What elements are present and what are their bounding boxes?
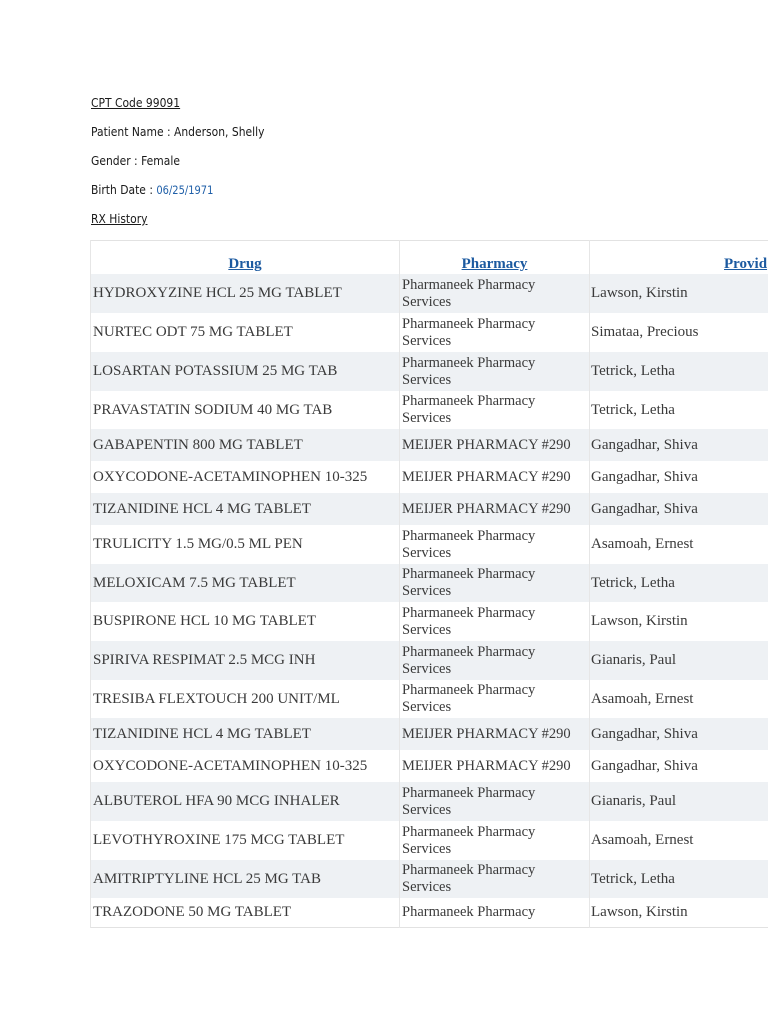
- drug-cell: AMITRIPTYLINE HCL 25 MG TAB: [91, 860, 400, 898]
- pharmacy-cell: Pharmaneek Pharmacy Services: [400, 564, 590, 602]
- drug-cell: TRESIBA FLEXTOUCH 200 UNIT/ML: [91, 680, 400, 718]
- provider-cell: Tetrick, Letha: [590, 564, 768, 602]
- cpt-code: CPT Code 99091: [91, 95, 181, 110]
- rx-table-body: [91, 274, 768, 927]
- provider-cell: Gangadhar, Shiva: [590, 493, 768, 525]
- table-row: [91, 860, 768, 898]
- drug-cell: TRAZODONE 50 MG TABLET: [91, 898, 400, 927]
- pharmacy-cell: Pharmaneek Pharmacy Services: [400, 525, 590, 564]
- drug-cell: TIZANIDINE HCL 4 MG TABLET: [91, 493, 400, 525]
- birth-date-value[interactable]: 06/25/1971: [156, 183, 214, 197]
- patient-header: [91, 93, 293, 238]
- table-row: [91, 461, 768, 493]
- patient-name: Patient Name : Anderson, Shelly: [91, 124, 265, 139]
- drug-cell: MELOXICAM 7.5 MG TABLET: [91, 564, 400, 602]
- provider-cell: Asamoah, Ernest: [590, 680, 768, 718]
- pharmacy-cell: Pharmaneek Pharmacy Services: [400, 782, 590, 821]
- table-row: [91, 313, 768, 352]
- table-row: [91, 525, 768, 564]
- table-row: [91, 493, 768, 525]
- pharmacy-cell: Pharmaneek Pharmacy: [400, 898, 590, 927]
- drug-cell: HYDROXYZINE HCL 25 MG TABLET: [91, 274, 400, 313]
- provider-cell: Gangadhar, Shiva: [590, 429, 768, 461]
- table-row: [91, 429, 768, 461]
- pharmacy-cell: MEIJER PHARMACY #290: [400, 493, 590, 525]
- provider-cell: Gangadhar, Shiva: [590, 461, 768, 493]
- provider-cell: Gangadhar, Shiva: [590, 750, 768, 782]
- provider-cell: Simataa, Precious: [590, 313, 768, 352]
- drug-cell: PRAVASTATIN SODIUM 40 MG TAB: [91, 391, 400, 429]
- drug-cell: TRULICITY 1.5 MG/0.5 ML PEN: [91, 525, 400, 564]
- table-row: [91, 641, 768, 680]
- table-row: [91, 782, 768, 821]
- table-row: [91, 391, 768, 429]
- table-row: [91, 352, 768, 391]
- provider-cell: Tetrick, Letha: [590, 860, 768, 898]
- column-header-drug[interactable]: Drug: [91, 241, 400, 275]
- table-row: [91, 564, 768, 602]
- drug-cell: ALBUTEROL HFA 90 MCG INHALER: [91, 782, 400, 821]
- pharmacy-cell: Pharmaneek Pharmacy Services: [400, 313, 590, 352]
- provider-cell: Gangadhar, Shiva: [590, 718, 768, 750]
- drug-cell: BUSPIRONE HCL 10 MG TABLET: [91, 602, 400, 641]
- drug-cell: NURTEC ODT 75 MG TABLET: [91, 313, 400, 352]
- drug-cell: OXYCODONE-ACETAMINOPHEN 10-325: [91, 461, 400, 493]
- drug-cell: OXYCODONE-ACETAMINOPHEN 10-325: [91, 750, 400, 782]
- pharmacy-cell: Pharmaneek Pharmacy Services: [400, 352, 590, 391]
- pharmacy-cell: Pharmaneek Pharmacy Services: [400, 641, 590, 680]
- provider-cell: Gianaris, Paul: [590, 641, 768, 680]
- gender: Gender : Female: [91, 153, 180, 168]
- pharmacy-cell: MEIJER PHARMACY #290: [400, 461, 590, 493]
- drug-cell: LOSARTAN POTASSIUM 25 MG TAB: [91, 352, 400, 391]
- birth-date: [91, 180, 264, 209]
- table-row: [91, 274, 768, 313]
- pharmacy-cell: MEIJER PHARMACY #290: [400, 429, 590, 461]
- drug-cell: GABAPENTIN 800 MG TABLET: [91, 429, 400, 461]
- pharmacy-cell: Pharmaneek Pharmacy Services: [400, 391, 590, 429]
- rx-history-table: [90, 240, 768, 928]
- provider-cell: Gianaris, Paul: [590, 782, 768, 821]
- provider-cell: Asamoah, Ernest: [590, 525, 768, 564]
- column-header-pharmacy[interactable]: Pharmacy: [400, 241, 590, 275]
- rx-history-heading: RX History: [91, 211, 148, 226]
- table-row: [91, 602, 768, 641]
- pharmacy-cell: MEIJER PHARMACY #290: [400, 718, 590, 750]
- table-row: [91, 898, 768, 927]
- table-row: [91, 718, 768, 750]
- pharmacy-cell: Pharmaneek Pharmacy Services: [400, 680, 590, 718]
- column-header-provider[interactable]: Provid: [590, 241, 768, 275]
- birth-date-label: Birth Date :: [91, 182, 157, 197]
- pharmacy-cell: Pharmaneek Pharmacy Services: [400, 860, 590, 898]
- table-row: [91, 821, 768, 860]
- drug-cell: LEVOTHYROXINE 175 MCG TABLET: [91, 821, 400, 860]
- table-header-row: [91, 241, 768, 275]
- pharmacy-cell: MEIJER PHARMACY #290: [400, 750, 590, 782]
- drug-cell: TIZANIDINE HCL 4 MG TABLET: [91, 718, 400, 750]
- pharmacy-cell: Pharmaneek Pharmacy Services: [400, 821, 590, 860]
- drug-cell: SPIRIVA RESPIMAT 2.5 MCG INH: [91, 641, 400, 680]
- provider-cell: Tetrick, Letha: [590, 391, 768, 429]
- table-row: [91, 750, 768, 782]
- provider-cell: Lawson, Kirstin: [590, 602, 768, 641]
- table-row: [91, 680, 768, 718]
- pharmacy-cell: Pharmaneek Pharmacy Services: [400, 602, 590, 641]
- provider-cell: Lawson, Kirstin: [590, 898, 768, 927]
- provider-cell: Tetrick, Letha: [590, 352, 768, 391]
- provider-cell: Lawson, Kirstin: [590, 274, 768, 313]
- provider-cell: Asamoah, Ernest: [590, 821, 768, 860]
- pharmacy-cell: Pharmaneek Pharmacy Services: [400, 274, 590, 313]
